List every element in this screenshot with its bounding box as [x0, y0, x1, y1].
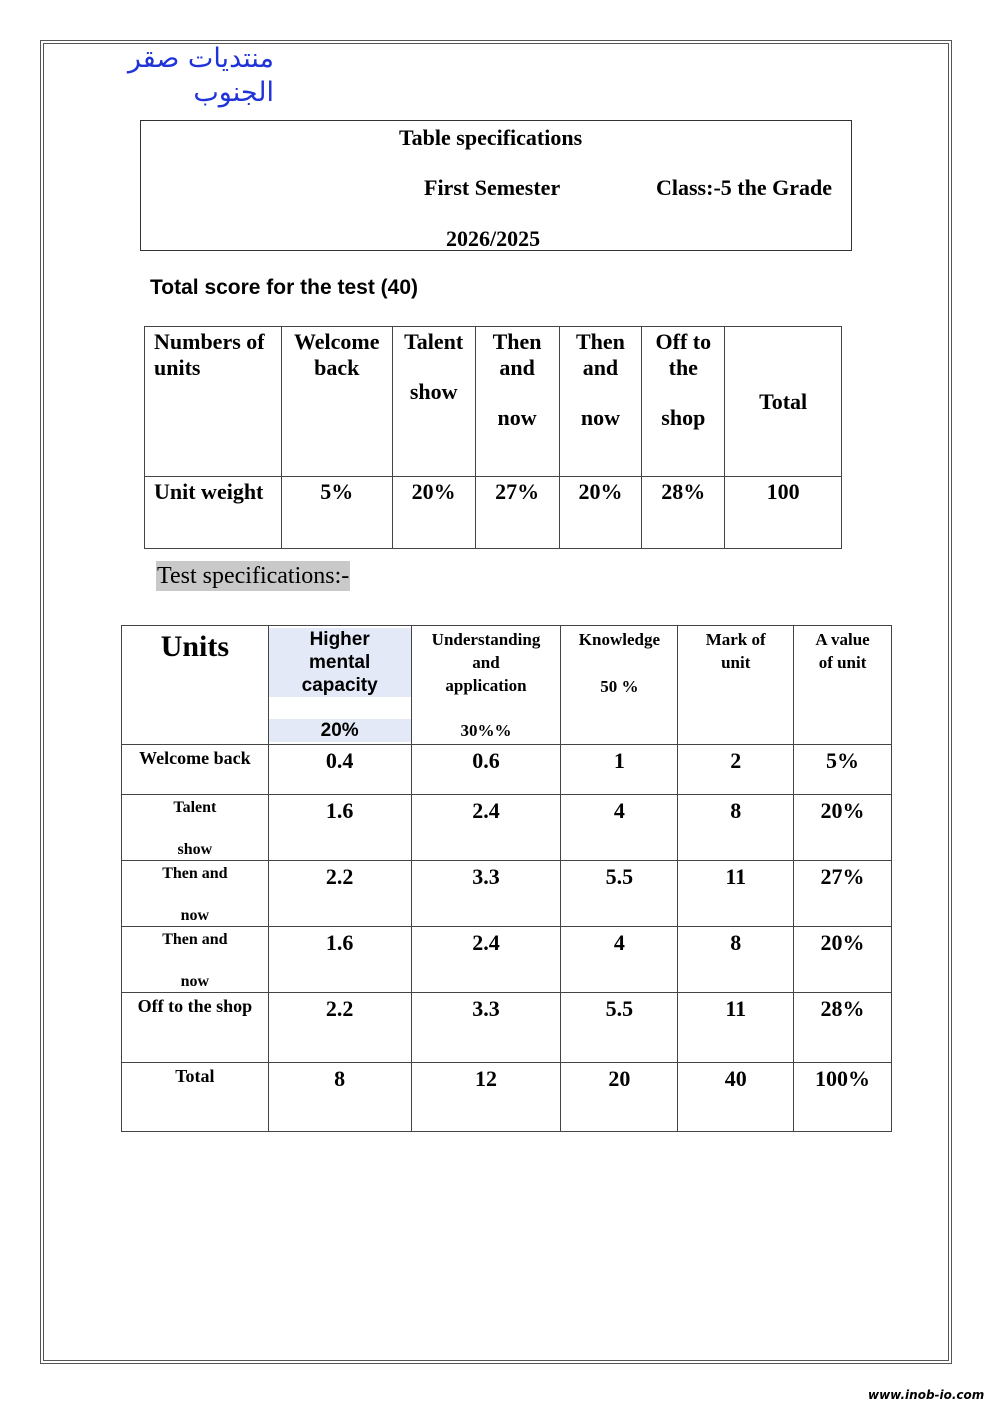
understanding-value: 2.4: [411, 795, 561, 861]
higher-value: 2.2: [268, 861, 411, 927]
unit-value: 5%: [794, 745, 892, 795]
unit-header-cell: Then and now: [559, 327, 642, 477]
mark-value: 11: [678, 861, 794, 927]
understanding-value: 3.3: [411, 861, 561, 927]
unit-weight-label: Unit weight: [145, 477, 282, 549]
knowledge-value: 5.5: [561, 861, 678, 927]
unit-weight-value: 20%: [392, 477, 475, 549]
knowledge-value: 5.5: [561, 993, 678, 1063]
site-title: منتديات صقر الجنوب: [127, 43, 274, 108]
mark-total: 40: [678, 1063, 794, 1132]
class-label: Class:-5 the Grade: [656, 175, 832, 200]
unit-header-cell: Off to the shop: [642, 327, 725, 477]
unit-header-cell: Welcome back: [281, 327, 392, 477]
unit-value: 20%: [794, 927, 892, 993]
mark-value: 8: [678, 927, 794, 993]
unit-weights-table: [144, 326, 842, 549]
test-specifications-table: [121, 625, 892, 1132]
unit-weight-total: 100: [725, 477, 842, 549]
higher-value: 2.2: [268, 993, 411, 1063]
understanding-value: 2.4: [411, 927, 561, 993]
table-specifications-box: [140, 120, 852, 251]
test-specifications-label: Test specifications:-: [157, 563, 350, 589]
understanding-value: 3.3: [411, 993, 561, 1063]
spec-header-row: [122, 626, 892, 745]
higher-total: 8: [268, 1063, 411, 1132]
higher-value: 0.4: [268, 745, 411, 795]
mark-value: 11: [678, 993, 794, 1063]
unit-weight-value: 27%: [475, 477, 559, 549]
understanding-total: 12: [411, 1063, 561, 1132]
mark-value: 8: [678, 795, 794, 861]
table-row: [122, 861, 892, 927]
total-score-heading: Total score for the test (40): [150, 276, 418, 299]
mark-value: 2: [678, 745, 794, 795]
unit-weight-row: [145, 477, 842, 549]
unit-header-cell: Talent show: [392, 327, 475, 477]
table-row: [122, 993, 892, 1063]
unit-weights-header-row: [145, 327, 842, 477]
knowledge-value: 1: [561, 745, 678, 795]
row-unit-name: Talent show: [122, 795, 269, 861]
row-unit-name: Off to the shop: [122, 993, 269, 1063]
understanding-value: 0.6: [411, 745, 561, 795]
semester-label: First Semester: [424, 175, 561, 200]
knowledge-value: 4: [561, 795, 678, 861]
row-unit-name: Then and now: [122, 927, 269, 993]
unit-header-cell: Then and now: [475, 327, 559, 477]
numbers-of-units-label: Numbers of units: [145, 327, 282, 477]
knowledge-header: Knowledge 50 %: [561, 626, 678, 745]
footer-url: www.inob-io.com: [868, 1388, 985, 1402]
total-row: [122, 1063, 892, 1132]
higher-value: 1.6: [268, 927, 411, 993]
value-total: 100%: [794, 1063, 892, 1132]
row-unit-name: Then and now: [122, 861, 269, 927]
knowledge-value: 4: [561, 927, 678, 993]
table-row: [122, 927, 892, 993]
understanding-header: Understanding and application 30%%: [411, 626, 561, 745]
unit-weight-value: 5%: [281, 477, 392, 549]
unit-value: 27%: [794, 861, 892, 927]
unit-value: 28%: [794, 993, 892, 1063]
academic-year: 2026/2025: [446, 226, 541, 251]
value-of-unit-header: A value of unit: [794, 626, 892, 745]
unit-weight-value: 28%: [642, 477, 725, 549]
mark-of-unit-header: Mark of unit: [678, 626, 794, 745]
unit-weight-value: 20%: [559, 477, 642, 549]
higher-mental-header: Higher mental capacity 20%: [268, 626, 411, 745]
total-header-cell: Total: [725, 327, 842, 477]
table-row: [122, 745, 892, 795]
spec-title: Table specifications: [399, 125, 583, 150]
knowledge-total: 20: [561, 1063, 678, 1132]
table-row: [122, 795, 892, 861]
higher-value: 1.6: [268, 795, 411, 861]
units-header: Units: [122, 626, 269, 745]
row-unit-name: Welcome back: [122, 745, 269, 795]
unit-value: 20%: [794, 795, 892, 861]
row-unit-name: Total: [122, 1063, 269, 1132]
